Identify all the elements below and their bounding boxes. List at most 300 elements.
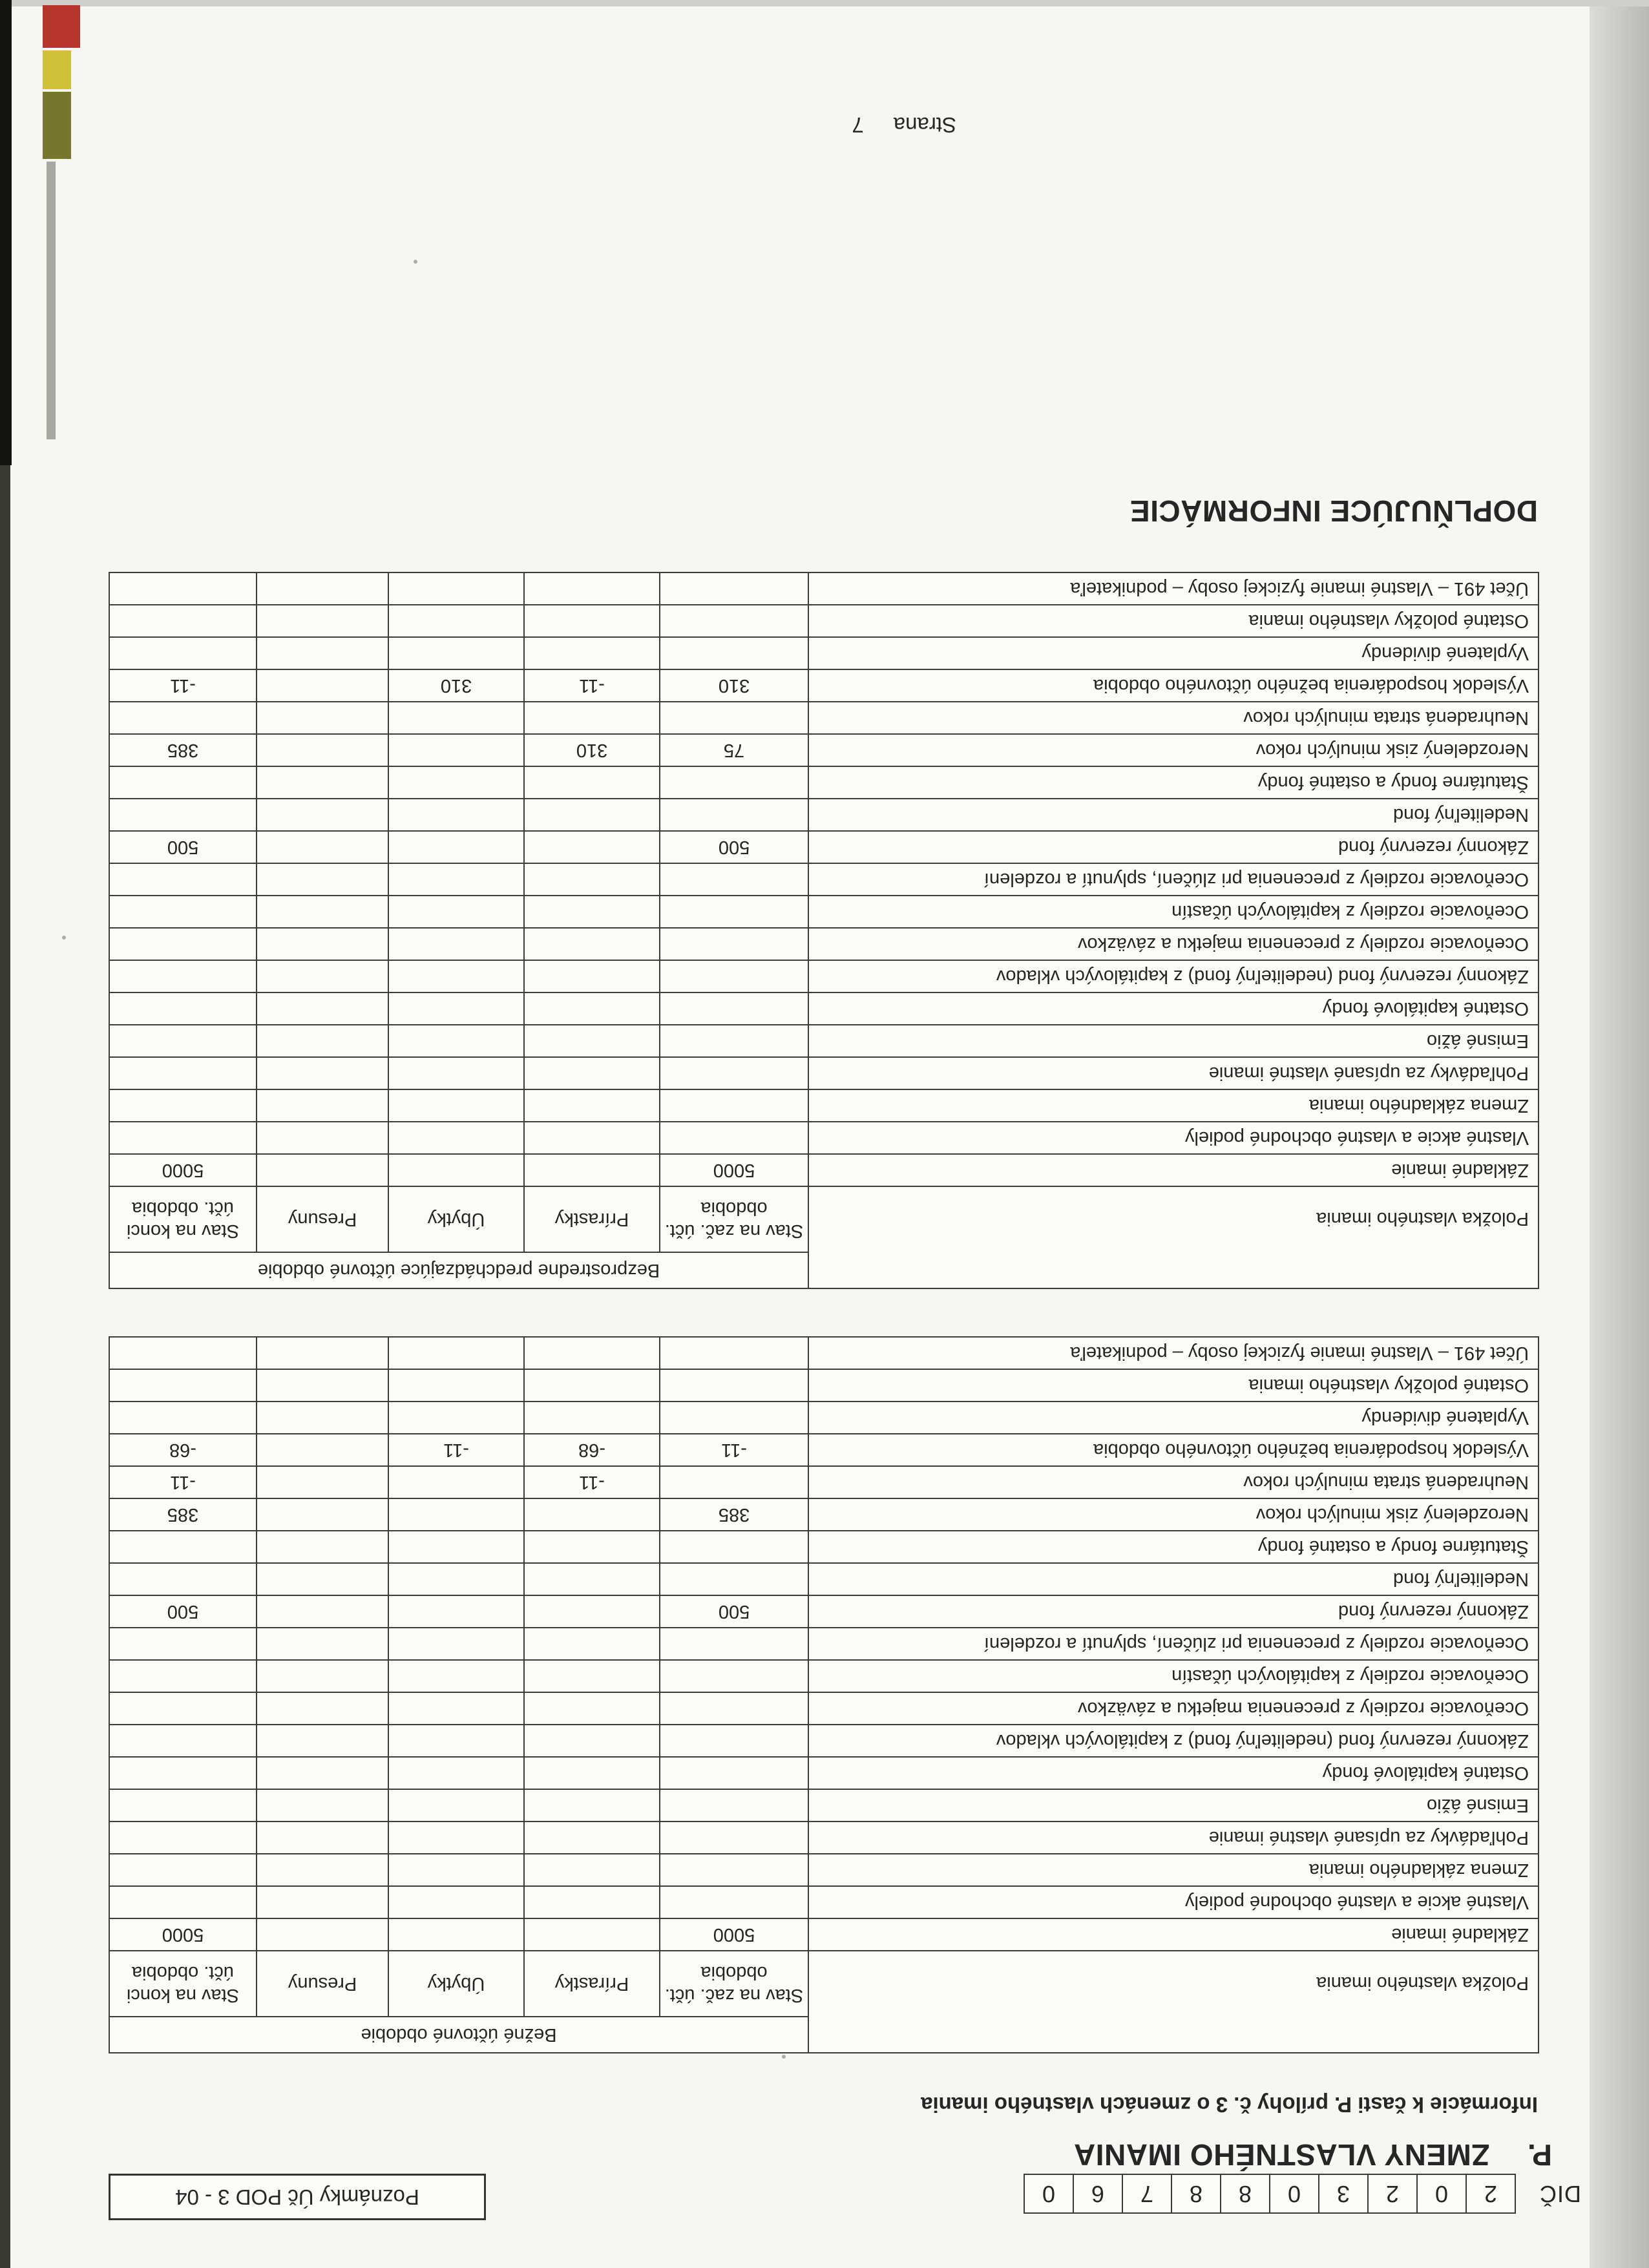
column-header-increases: Prírastky — [524, 1186, 660, 1252]
table-row — [109, 1563, 1539, 1595]
column-header-end: Stav na konci účt. obdobia — [109, 1186, 257, 1252]
value-cell — [524, 1725, 660, 1757]
value-cell — [524, 1025, 660, 1057]
row-label: Ostatné položky vlastného imania — [808, 1369, 1539, 1402]
value-cell — [524, 1337, 660, 1369]
value-cell — [388, 1692, 524, 1725]
value-cell — [660, 605, 808, 637]
row-label: Neuhradená strata minulých rokov — [808, 702, 1539, 734]
value-cell — [257, 605, 388, 637]
value-cell — [660, 1057, 808, 1089]
value-cell — [388, 1057, 524, 1089]
page-number-label: Strana — [893, 113, 956, 137]
table-row — [109, 734, 1539, 766]
value-cell — [257, 1725, 388, 1757]
value-cell — [524, 863, 660, 896]
row-label: Základné imanie — [808, 1154, 1539, 1186]
row-label: Emisné ážio — [808, 1025, 1539, 1057]
value-cell: -68 — [524, 1434, 660, 1466]
value-cell — [660, 702, 808, 734]
value-cell — [109, 1369, 257, 1402]
dic-digit-box: 8 — [1171, 2174, 1221, 2214]
table-row — [109, 1757, 1539, 1789]
value-cell — [257, 896, 388, 928]
table-row — [109, 1337, 1539, 1369]
row-label: Zákonný rezervný fond (nedeliteľný fond) z kapitálových vkladov — [808, 960, 1539, 992]
row-label: Zmena základného imania — [808, 1089, 1539, 1122]
dic-field — [1025, 2174, 1581, 2214]
row-label: Vlastné akcie a vlastné obchodné podiely — [808, 1122, 1539, 1154]
value-cell — [388, 1757, 524, 1789]
value-cell: -11 — [660, 1434, 808, 1466]
value-cell — [257, 1154, 388, 1186]
section-title: ZMENY VLASTNÉHO IMANIA — [1073, 2138, 1490, 2172]
value-cell — [524, 1692, 660, 1725]
value-cell — [388, 1466, 524, 1498]
value-cell — [524, 1854, 660, 1886]
dic-digit-box: 0 — [1024, 2174, 1074, 2214]
value-cell — [257, 1434, 388, 1466]
value-cell — [660, 572, 808, 605]
value-cell — [109, 896, 257, 928]
value-cell — [257, 1402, 388, 1434]
value-cell: 5000 — [660, 1918, 808, 1951]
value-cell — [257, 1692, 388, 1725]
dic-digit-box: 7 — [1122, 2174, 1172, 2214]
equity-table-previous-period-wrap — [109, 572, 1539, 1289]
value-cell — [660, 1563, 808, 1595]
value-cell — [388, 799, 524, 831]
row-label: Výsledok hospodárenia bežného účtovného obdobia — [808, 669, 1539, 702]
row-label: Ostatné položky vlastného imania — [808, 605, 1539, 637]
value-cell: -11 — [109, 669, 257, 702]
table-row — [109, 831, 1539, 863]
value-cell — [524, 1595, 660, 1628]
table-row — [109, 928, 1539, 960]
table-row — [109, 572, 1539, 605]
table-row — [109, 605, 1539, 637]
row-label: Zákonný rezervný fond (nedeliteľný fond) z kapitálových vkladov — [808, 1725, 1539, 1757]
table-row — [109, 766, 1539, 799]
value-cell — [257, 572, 388, 605]
table-row — [109, 1822, 1539, 1854]
value-cell — [109, 702, 257, 734]
value-cell — [109, 1089, 257, 1122]
value-cell — [257, 1089, 388, 1122]
value-cell — [388, 1886, 524, 1918]
value-cell — [388, 992, 524, 1025]
value-cell — [524, 799, 660, 831]
value-cell — [524, 960, 660, 992]
value-cell — [524, 1498, 660, 1531]
equity-table-current-period-wrap — [109, 1336, 1539, 2053]
value-cell — [388, 1563, 524, 1595]
value-cell: 500 — [109, 831, 257, 863]
table-row — [109, 863, 1539, 896]
page-footer — [852, 112, 956, 137]
table-row — [109, 960, 1539, 992]
value-cell — [660, 1466, 808, 1498]
column-header-transfers: Presuny — [257, 1186, 388, 1252]
row-label: Zmena základného imania — [808, 1854, 1539, 1886]
value-cell — [524, 928, 660, 960]
value-cell — [660, 960, 808, 992]
page-number: 7 — [852, 113, 864, 137]
row-label: Účet 491 – Vlastné imanie fyzickej osoby – podnikateľa — [808, 1337, 1539, 1369]
value-cell — [388, 1660, 524, 1692]
value-cell — [660, 992, 808, 1025]
table-row — [109, 1789, 1539, 1822]
dic-digit-boxes — [1025, 2174, 1516, 2214]
table-row — [109, 1628, 1539, 1660]
value-cell — [257, 1531, 388, 1563]
value-cell — [524, 831, 660, 863]
value-cell — [660, 1628, 808, 1660]
value-cell — [257, 831, 388, 863]
value-cell — [524, 1822, 660, 1854]
value-cell — [388, 960, 524, 992]
value-cell — [660, 1337, 808, 1369]
value-cell — [660, 896, 808, 928]
row-label: Emisné ážio — [808, 1789, 1539, 1822]
value-cell — [388, 1918, 524, 1951]
value-cell — [524, 1369, 660, 1402]
value-cell — [524, 1886, 660, 1918]
value-cell — [388, 702, 524, 734]
value-cell — [660, 1692, 808, 1725]
column-header-increases: Prírastky — [524, 1951, 660, 2017]
column-header-decreases: Úbytky — [388, 1951, 524, 2017]
value-cell — [388, 1154, 524, 1186]
column-header-transfers: Presuny — [257, 1951, 388, 2017]
value-cell — [257, 1057, 388, 1089]
value-cell — [388, 1369, 524, 1402]
value-cell — [257, 1789, 388, 1822]
row-label: Oceňovacie rozdiely z precenenia majetku a záväzkov — [808, 1692, 1539, 1725]
value-cell — [109, 928, 257, 960]
table-row — [109, 896, 1539, 928]
equity-table-current-period — [109, 1336, 1539, 2053]
value-cell — [257, 1369, 388, 1402]
row-label: Nedeliteľný fond — [808, 1563, 1539, 1595]
row-label: Štatutárne fondy a ostatné fondy — [808, 1531, 1539, 1563]
value-cell — [257, 1498, 388, 1531]
value-cell — [257, 1337, 388, 1369]
value-cell — [109, 992, 257, 1025]
row-label: Pohľadávky za upísané vlastné imanie — [808, 1822, 1539, 1854]
table-row — [109, 1595, 1539, 1628]
value-cell: 5000 — [109, 1918, 257, 1951]
form-code-label: Poznámky Úč POD 3 - 04 — [175, 2185, 419, 2209]
value-cell — [109, 1531, 257, 1563]
value-cell — [109, 766, 257, 799]
value-cell — [257, 1660, 388, 1692]
value-cell — [524, 1089, 660, 1122]
table-row — [109, 799, 1539, 831]
value-cell — [524, 702, 660, 734]
dic-digit-box: 0 — [1416, 2174, 1467, 2214]
value-cell — [388, 1122, 524, 1154]
dic-digit-box: 6 — [1073, 2174, 1123, 2214]
value-cell — [388, 1854, 524, 1886]
value-cell — [524, 1628, 660, 1660]
value-cell — [660, 928, 808, 960]
value-cell — [388, 1531, 524, 1563]
row-label: Základné imanie — [808, 1918, 1539, 1951]
value-cell — [257, 1025, 388, 1057]
value-cell — [388, 1402, 524, 1434]
value-cell — [388, 1089, 524, 1122]
value-cell — [109, 1725, 257, 1757]
value-cell — [524, 1122, 660, 1154]
value-cell — [388, 1498, 524, 1531]
value-cell — [660, 1789, 808, 1822]
value-cell — [388, 572, 524, 605]
value-cell — [257, 766, 388, 799]
value-cell — [524, 637, 660, 669]
row-label: Ostatné kapitálové fondy — [808, 1757, 1539, 1789]
table-row — [109, 1466, 1539, 1498]
value-cell — [257, 992, 388, 1025]
value-cell — [109, 1628, 257, 1660]
dic-digit-box: 2 — [1465, 2174, 1516, 2214]
value-cell — [109, 637, 257, 669]
value-cell — [660, 1025, 808, 1057]
row-label: Zákonný rezervný fond — [808, 831, 1539, 863]
value-cell: 5000 — [660, 1154, 808, 1186]
value-cell — [660, 1122, 808, 1154]
row-label: Oceňovacie rozdiely z kapitálových účastín — [808, 896, 1539, 928]
table-row — [109, 992, 1539, 1025]
dic-label: DIČ — [1539, 2181, 1581, 2207]
value-cell — [257, 960, 388, 992]
table-row — [109, 1402, 1539, 1434]
value-cell: -11 — [524, 669, 660, 702]
value-cell — [388, 1595, 524, 1628]
value-cell — [660, 1822, 808, 1854]
value-cell — [257, 1886, 388, 1918]
table-row — [109, 1025, 1539, 1057]
row-label: Oceňovacie rozdiely z precenenia pri zlúčení, splynutí a rozdelení — [808, 1628, 1539, 1660]
value-cell — [524, 1057, 660, 1089]
value-cell — [660, 1854, 808, 1886]
value-cell — [388, 1725, 524, 1757]
value-cell — [257, 1466, 388, 1498]
column-header-item: Položka vlastného imania — [808, 1186, 1539, 1288]
value-cell — [257, 1595, 388, 1628]
value-cell — [524, 1918, 660, 1951]
table-row — [109, 1918, 1539, 1951]
table-row — [109, 1692, 1539, 1725]
column-header-item: Položka vlastného imania — [808, 1951, 1539, 2053]
table-row — [109, 1531, 1539, 1563]
table-row — [109, 1154, 1539, 1186]
value-cell — [109, 1660, 257, 1692]
value-cell — [109, 1025, 257, 1057]
row-label: Ostatné kapitálové fondy — [808, 992, 1539, 1025]
value-cell — [524, 1402, 660, 1434]
equity-table-previous-period — [109, 572, 1539, 1289]
value-cell — [109, 1563, 257, 1595]
value-cell — [257, 1122, 388, 1154]
value-cell: 75 — [660, 734, 808, 766]
table-row — [109, 637, 1539, 669]
value-cell — [660, 1660, 808, 1692]
value-cell — [109, 1789, 257, 1822]
table-row — [109, 1854, 1539, 1886]
value-cell — [388, 734, 524, 766]
value-cell — [109, 1057, 257, 1089]
row-label: Oceňovacie rozdiely z kapitálových účastín — [808, 1660, 1539, 1692]
period-title: Bezprostredne predchádzajúce účtovné obdobie — [109, 1252, 808, 1288]
value-cell: 310 — [388, 669, 524, 702]
table-row — [109, 1725, 1539, 1757]
value-cell: 385 — [109, 1498, 257, 1531]
table-row — [109, 702, 1539, 734]
value-cell: 310 — [660, 669, 808, 702]
table-row — [109, 1886, 1539, 1918]
value-cell — [257, 1822, 388, 1854]
value-cell — [257, 702, 388, 734]
value-cell: -68 — [109, 1434, 257, 1466]
dic-digit-box: 8 — [1220, 2174, 1270, 2214]
value-cell — [257, 734, 388, 766]
value-cell — [109, 1757, 257, 1789]
column-header-decreases: Úbytky — [388, 1186, 524, 1252]
value-cell — [524, 992, 660, 1025]
value-cell — [524, 1563, 660, 1595]
value-cell — [524, 605, 660, 637]
value-cell: 5000 — [109, 1154, 257, 1186]
value-cell — [524, 1531, 660, 1563]
column-header-start: Stav na zač. účt. obdobia — [660, 1186, 808, 1252]
value-cell — [109, 1854, 257, 1886]
value-cell — [109, 605, 257, 637]
row-label: Oceňovacie rozdiely z precenenia pri zlúčení, splynutí a rozdelení — [808, 863, 1539, 896]
value-cell — [257, 1563, 388, 1595]
row-label: Zákonný rezervný fond — [808, 1595, 1539, 1628]
value-cell: -11 — [388, 1434, 524, 1466]
value-cell — [524, 896, 660, 928]
value-cell — [257, 928, 388, 960]
value-cell — [524, 766, 660, 799]
value-cell — [388, 1025, 524, 1057]
section-letter: P. — [1527, 2138, 1552, 2172]
value-cell — [388, 1822, 524, 1854]
dic-digit-box: 3 — [1318, 2174, 1369, 2214]
value-cell — [257, 1628, 388, 1660]
value-cell — [109, 960, 257, 992]
dic-digit-box: 0 — [1269, 2174, 1319, 2214]
value-cell — [388, 1789, 524, 1822]
value-cell — [257, 637, 388, 669]
table-row — [109, 1434, 1539, 1466]
row-label: Vyplatené dividendy — [808, 637, 1539, 669]
row-label: Neuhradená strata minulých rokov — [808, 1466, 1539, 1498]
value-cell — [524, 1660, 660, 1692]
value-cell — [524, 1154, 660, 1186]
value-cell — [109, 863, 257, 896]
value-cell — [109, 1122, 257, 1154]
value-cell — [660, 1886, 808, 1918]
table-row — [109, 1369, 1539, 1402]
value-cell — [109, 1692, 257, 1725]
value-cell — [660, 863, 808, 896]
value-cell — [257, 669, 388, 702]
value-cell — [109, 799, 257, 831]
row-label: Nerozdelený zisk minulých rokov — [808, 1498, 1539, 1531]
table-row — [109, 1122, 1539, 1154]
additional-info-heading: DOPLŇUJÚCE INFORMÁCIE — [1129, 494, 1538, 528]
value-cell: -11 — [109, 1466, 257, 1498]
row-label: Štatutárne fondy a ostatné fondy — [808, 766, 1539, 799]
value-cell — [660, 766, 808, 799]
value-cell — [660, 1369, 808, 1402]
table-row — [109, 1660, 1539, 1692]
value-cell — [660, 1402, 808, 1434]
value-cell: 310 — [524, 734, 660, 766]
row-label: Oceňovacie rozdiely z precenenia majetku a záväzkov — [808, 928, 1539, 960]
table-row — [109, 1498, 1539, 1531]
value-cell — [660, 799, 808, 831]
value-cell — [257, 1918, 388, 1951]
form-code-box — [109, 2174, 486, 2220]
period-title: Bežné účtovné obdobie — [109, 2017, 808, 2053]
value-cell — [388, 863, 524, 896]
value-cell — [109, 572, 257, 605]
row-label: Pohľadávky za upísané vlastné imanie — [808, 1057, 1539, 1089]
section-subtitle: Informácie k časti P. prílohy č. 3 o zmenách vlastného imania — [921, 2093, 1538, 2117]
value-cell — [388, 928, 524, 960]
value-cell: 500 — [660, 1595, 808, 1628]
value-cell — [257, 1854, 388, 1886]
value-cell — [388, 766, 524, 799]
value-cell — [257, 863, 388, 896]
row-label: Nerozdelený zisk minulých rokov — [808, 734, 1539, 766]
value-cell — [109, 1822, 257, 1854]
section-heading — [1074, 2137, 1553, 2172]
value-cell — [257, 1757, 388, 1789]
row-label: Vlastné akcie a vlastné obchodné podiely — [808, 1886, 1539, 1918]
table-row — [109, 1057, 1539, 1089]
value-cell: 500 — [109, 1595, 257, 1628]
column-header-start: Stav na zač. účt. obdobia — [660, 1951, 808, 2017]
value-cell — [660, 637, 808, 669]
dic-digit-box: 2 — [1367, 2174, 1418, 2214]
value-cell — [388, 896, 524, 928]
value-cell: 385 — [660, 1498, 808, 1531]
value-cell — [524, 1757, 660, 1789]
value-cell — [257, 799, 388, 831]
table-row — [109, 1089, 1539, 1122]
row-label: Vyplatené dividendy — [808, 1402, 1539, 1434]
value-cell — [660, 1089, 808, 1122]
value-cell — [109, 1886, 257, 1918]
value-cell: 500 — [660, 831, 808, 863]
row-label: Nedeliteľný fond — [808, 799, 1539, 831]
value-cell — [109, 1337, 257, 1369]
value-cell — [388, 605, 524, 637]
row-label: Účet 491 – Vlastné imanie fyzickej osoby – podnikateľa — [808, 572, 1539, 605]
value-cell — [388, 831, 524, 863]
value-cell — [660, 1531, 808, 1563]
table-row — [109, 669, 1539, 702]
value-cell — [524, 1789, 660, 1822]
value-cell — [524, 572, 660, 605]
value-cell — [660, 1725, 808, 1757]
column-header-end: Stav na konci účt. obdobia — [109, 1951, 257, 2017]
value-cell — [388, 637, 524, 669]
